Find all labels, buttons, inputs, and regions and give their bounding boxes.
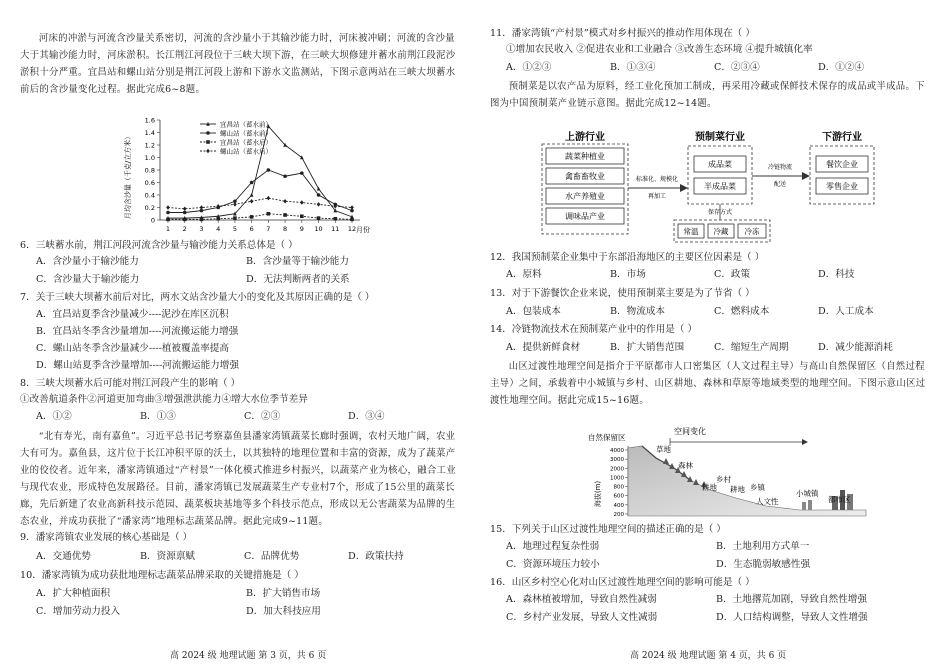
q13-option-b[interactable]: B．物流成本 — [610, 306, 666, 317]
q12-options — [506, 267, 946, 283]
data-point-s2 — [250, 181, 254, 185]
data-point-s2 — [183, 211, 187, 215]
question-10: 10．潘家湾镇为成功获批地理标志蔬菜品牌采取的关键措施是（ ） — [20, 570, 304, 581]
logistics-label-2: 配送 — [773, 181, 787, 188]
label-farmland-2: 耕地 — [730, 485, 745, 494]
terrain-tick-label: 2000 — [610, 466, 624, 473]
down-title: 下游行业 — [822, 132, 862, 143]
series-line-3 — [168, 214, 352, 220]
x-tick-label: 6 — [249, 225, 254, 233]
data-point-s4 — [183, 207, 187, 211]
q8-option-d[interactable]: D．③④ — [348, 411, 385, 422]
data-point-s3 — [233, 216, 237, 220]
q13-options — [506, 304, 946, 320]
q10-option-d[interactable]: D．加大科技应用 — [246, 606, 321, 617]
data-point-s4 — [317, 202, 321, 206]
q8-option-c[interactable]: C．②③ — [244, 411, 281, 422]
data-point-s4 — [250, 199, 254, 203]
q14-option-c[interactable]: C．缩短生产周期 — [714, 342, 789, 353]
down-frame — [810, 146, 874, 204]
q6-options-2 — [36, 272, 476, 288]
arrow-head-2 — [802, 172, 810, 180]
q15-option-a[interactable]: A．地理过程复杂性弱 — [506, 541, 600, 552]
terrain-tick-label: 400 — [613, 502, 624, 509]
storage-label: 保存方式 — [707, 209, 733, 216]
data-point-s4 — [267, 196, 271, 200]
data-point-s4 — [350, 205, 354, 209]
terrain-tick-label: 1000 — [610, 475, 624, 482]
data-point-s2 — [283, 174, 287, 178]
data-point-s3 — [250, 215, 254, 219]
q15-option-d[interactable]: D．生态脆弱敏感性强 — [716, 559, 811, 570]
upstream-item-2: 禽畜畜牧业 — [565, 172, 605, 181]
x-tick-label: 1 — [165, 225, 171, 233]
question-6: 6．三峡蓄水前，荆江河段河流含沙量与输沙能力关系总体是（ ） — [20, 240, 298, 251]
q12-option-b[interactable]: B．市场 — [610, 269, 646, 280]
label-nature-reserve: 自然保留区 — [588, 433, 626, 442]
q16-option-d[interactable]: D．人口结构调整，导致人文性增强 — [716, 612, 868, 623]
q14-option-a[interactable]: A．提供新鲜食材 — [506, 342, 581, 353]
chart-xlabel: 月份 — [356, 226, 370, 234]
q11-option-a[interactable]: A．①②③ — [506, 62, 552, 73]
q10-option-c[interactable]: C．增加劳动力投入 — [36, 606, 121, 617]
label-humanity: 人文性 — [756, 497, 779, 506]
y-tick-label: 0.2 — [144, 204, 155, 212]
q16-option-a[interactable]: A．森林植被增加，导致自然性减弱 — [506, 594, 657, 605]
mid-item-1: 成品菜 — [708, 160, 732, 169]
terrain-title: 空间变化 — [674, 427, 706, 436]
x-tick-label: 11 — [331, 225, 340, 233]
question-7: 7．关于三峡大坝蓄水前后对比，两水文站含沙量大小的变化及其原因正确的是（ ） — [20, 292, 375, 303]
q16-option-b[interactable]: B．土地撂荒加剧，导致自然性增强 — [716, 594, 867, 605]
legend-marker-4 — [206, 149, 210, 153]
footer-page-4: 高 2024 级 地理试题 第 4 页，共 6 页 — [630, 651, 787, 661]
storage-item-1: 常温 — [683, 227, 699, 236]
q13-option-a[interactable]: A．包装成本 — [506, 306, 561, 317]
down-item-1: 餐饮企业 — [826, 160, 858, 169]
q8-option-b[interactable]: B．①③ — [140, 411, 176, 422]
question-8: 8．三峡大坝蓄水后可能对荆江河段产生的影响（ ） — [20, 378, 241, 389]
q11-option-c[interactable]: C．②③④ — [714, 62, 760, 73]
data-point-s3 — [200, 218, 204, 222]
question-15: 15．下列关于山区过渡性地理空间的描述正确的是（ ） — [490, 524, 726, 535]
upstream-item-3: 水产养殖业 — [565, 192, 605, 201]
data-point-s3 — [267, 212, 271, 216]
y-tick-label: 1.4 — [144, 129, 155, 137]
x-tick-label: 9 — [299, 225, 304, 233]
q10-options-2 — [36, 604, 476, 620]
upstream-item-1: 蔬菜种植业 — [565, 152, 605, 161]
intro-passage-9-11: “北有寿光，南有嘉鱼”。习近平总书记考察嘉鱼县潘家湾镇蔬菜长廊时强调，农村天地广阔，农业大有可为。嘉鱼县，这片位于长江冲积平原的沃土，以其独特的地理位置和丰富的资源，成为了蔬菜产业的佼佼者。近年来，潘家湾镇通过“产村景”一体化模式推进乡村振兴，以蔬菜产业为核心，融合工业与现代农业，形成特色发展路径。目前，潘家湾镇已发展蔬菜生产专业村7个，形成了15公里的蔬菜长廊，先后新建了农业高新科技示范园、蔬菜板块基地等多个科技示范点，形成以无公害蔬菜为品牌的生态农业，并成功获批了“潘家湾”地理标志蔬菜品牌。据此完成9~11题。 — [20, 431, 456, 527]
upstream-item-4: 调味品产业 — [565, 212, 605, 221]
q15-options — [506, 539, 946, 555]
x-tick-label: 2 — [182, 225, 187, 233]
y-tick-label: 0.6 — [144, 179, 155, 187]
q16-options — [506, 592, 946, 608]
q14-option-d[interactable]: D．减少能源消耗 — [818, 342, 893, 353]
q12-option-c[interactable]: C．政策 — [714, 269, 751, 280]
q11-items: ①增加农民收入 ②促进农业和工业融合 ③改善生态环境 ④提升城镇化率 — [506, 44, 813, 55]
data-point-s2 — [267, 168, 271, 172]
q6-options — [36, 254, 476, 270]
question-9: 9．潘家湾镇农业发展的核心基础是（ ） — [20, 532, 193, 543]
q14-options — [506, 340, 946, 356]
q15-option-c[interactable]: C．资源环境压力较小 — [506, 559, 600, 570]
label-small-town: 小城镇 — [796, 489, 819, 498]
q9-option-d[interactable]: D．政策扶持 — [348, 551, 404, 562]
data-point-s4 — [233, 202, 237, 206]
intro-passage-6-8: 河床的冲淤与河流含沙量关系密切，河流的含沙量小于其输沙能力时，河床被冲刷；河流的含沙量大于其输沙能力时，河床淤积。长江荆江河段位于三峡大坝下游，在三峡大坝修建并蓄水前荆江段泥沙淤积十分严重。宜昌站和螺山站分别是荆江河段上游和下游水文监测站，下图示意两站在三峡大坝蓄水前后的含沙量变化过程。据此完成6~8题。 — [20, 33, 456, 95]
q6-option-d[interactable]: D．无法判断两者的关系 — [246, 274, 350, 285]
label-grassland: 草地 — [656, 445, 671, 454]
question-13: 13．对于下游餐饮企业来说，使用预制菜主要是为了节省（ ） — [490, 288, 755, 299]
q11-option-b[interactable]: B．①③④ — [610, 62, 656, 73]
terrain-tick-label: 200 — [613, 512, 624, 518]
q12-option-a[interactable]: A．原料 — [506, 269, 542, 280]
mid-frame — [688, 146, 752, 204]
legend-label-4: 螺山站（蓄水后） — [220, 147, 272, 156]
page-4 — [490, 0, 930, 672]
data-point-s3 — [183, 218, 187, 222]
q8-items: ①改善航道条件②河道更加弯曲③增强泄洪能力④增大水位季节差异 — [20, 394, 308, 405]
q6-option-c[interactable]: C．含沙量大于输沙能力 — [36, 274, 140, 285]
question-11: 11．潘家湾镇“产村景”模式对乡村振兴的推动作用体现在（ ） — [490, 28, 755, 39]
data-point-s2 — [166, 211, 170, 215]
data-point-s3 — [333, 217, 337, 221]
q15-options-2 — [506, 557, 946, 573]
q10-options — [36, 586, 476, 602]
data-point-s4 — [283, 199, 287, 203]
q10-option-a[interactable]: A．扩大种植面积 — [36, 588, 111, 599]
data-point-s3 — [283, 213, 287, 217]
chart-ylabel: 月均含沙量（千克/立方米） — [124, 132, 132, 220]
upstream-title: 上游行业 — [565, 132, 605, 143]
q12-option-d[interactable]: D．科技 — [818, 269, 855, 280]
data-point-s3 — [317, 216, 321, 220]
q11-options — [506, 60, 946, 76]
page-3 — [20, 0, 460, 672]
legend-marker-3 — [206, 140, 210, 144]
q9-options — [36, 549, 476, 565]
data-point-s4 — [200, 205, 204, 209]
data-point-s4 — [300, 200, 304, 204]
y-tick-label: 1.0 — [144, 154, 155, 162]
terrain-tick-label: 800 — [613, 484, 624, 491]
x-tick-label: 5 — [232, 225, 237, 233]
q9-option-a[interactable]: A．交通优势 — [36, 551, 91, 562]
storage-item-2: 冷藏 — [713, 227, 729, 236]
x-tick-label: 4 — [216, 225, 221, 233]
storage-item-3: 冷冻 — [744, 227, 760, 236]
y-tick-label: 1.2 — [144, 141, 155, 150]
q7-option-d[interactable]: D．螺山站夏季含沙量增加----河流搬运能力增强 — [36, 360, 239, 371]
intro-passage-12-14: 预制菜是以农产品为原料，经工业化预加工制成，再采用冷藏或保鲜技术保存的成品或半成品。下图为中国预制菜产业链示意图。据此完成12~14题。 — [490, 81, 925, 109]
tree-icon — [663, 458, 669, 464]
x-tick-label: 3 — [199, 225, 204, 233]
logistics-label-1: 冷链物流 — [767, 164, 793, 171]
q9-option-c[interactable]: C．品牌优势 — [244, 551, 300, 562]
q15-option-b[interactable]: B．土地利用方式单一 — [716, 541, 810, 552]
legend-marker-2 — [206, 131, 210, 135]
label-metro-area: 都市区 — [828, 495, 851, 504]
q7-option-b[interactable]: B．宜昌站冬季含沙量增加----河流搬运能力增强 — [36, 326, 239, 337]
label-township: 乡镇 — [750, 483, 765, 492]
q13-option-d[interactable]: D．人工成本 — [818, 306, 874, 317]
series-line-2 — [168, 170, 352, 213]
question-12: 12．我国预制菜企业集中于东部沿海地区的主要区位因素是（ ） — [490, 252, 765, 263]
q7-option-c[interactable]: C．螺山站冬季含沙量减少----植被覆盖率提高 — [36, 343, 229, 354]
q8-options — [36, 409, 476, 425]
series-line-4 — [168, 198, 352, 209]
legend-label-1: 宜昌站（蓄水前） — [220, 120, 272, 129]
data-point-s1 — [250, 193, 254, 197]
arrow-head-1 — [680, 184, 688, 192]
q14-option-b[interactable]: B．扩大销售范围 — [610, 342, 685, 353]
terrain-ylabel: 海拔(m) — [594, 480, 602, 508]
prefab-chain-diagram — [540, 128, 880, 246]
data-point-s2 — [317, 193, 321, 197]
x-tick-label: 12 — [347, 225, 357, 233]
q8-option-a[interactable]: A．①② — [36, 411, 72, 422]
q16-option-c[interactable]: C．乡村产业发展，导致人文性减弱 — [506, 612, 658, 623]
sediment-chart — [120, 112, 380, 240]
data-point-s3 — [350, 218, 354, 222]
q10-option-b[interactable]: B．扩大销售市场 — [246, 588, 321, 599]
q6-option-a[interactable]: A．含沙量小于输沙能力 — [36, 256, 139, 267]
process-label-2: 再加工 — [647, 193, 667, 200]
y-tick-label: 0 — [150, 216, 155, 225]
x-tick-label: 7 — [266, 225, 271, 233]
down-item-2: 零售企业 — [826, 182, 858, 191]
intro-passage-15-16: 山区过渡性地理空间是指介于平原都市人口密集区（人文过程主导）与高山自然保留区（自然过程主导）之间，承载着中小城镇与乡村、山区耕地、森林和草原等地域类型的地理空间。下图示意山区过渡性地理空间。据此完成15~16题。 — [490, 361, 926, 406]
mid-title: 预制菜行业 — [695, 132, 745, 143]
q6-option-b[interactable]: B．含沙量等于输沙能力 — [246, 256, 349, 267]
label-village: 乡村 — [716, 475, 731, 484]
y-tick-label: 0.8 — [144, 166, 155, 175]
q13-option-c[interactable]: C．燃料成本 — [714, 306, 770, 317]
town-building-2 — [808, 500, 812, 510]
terrain-diagram — [570, 424, 870, 518]
data-point-s1 — [300, 155, 304, 159]
label-farmland-1: 耕地 — [702, 483, 717, 492]
q11-option-d[interactable]: D．①②④ — [818, 62, 865, 73]
data-point-s4 — [166, 205, 170, 209]
title-arrow-head — [802, 439, 808, 445]
question-14: 14．冷链物流技术在预制菜产业中的作用是（ ） — [490, 324, 698, 335]
data-point-s3 — [300, 214, 304, 218]
terrain-tick-label: 3000 — [610, 457, 624, 464]
q16-options-2 — [506, 610, 946, 626]
y-tick-label: 1.6 — [144, 116, 155, 125]
data-point-s3 — [216, 217, 220, 221]
process-label-1: 标准化、规模化 — [635, 176, 679, 183]
terrain-profile — [628, 446, 866, 516]
x-tick-label: 10 — [314, 225, 323, 233]
legend-label-2: 螺山站（蓄水前） — [220, 129, 272, 138]
label-forest: 森林 — [678, 461, 693, 470]
y-tick-label: 0.4 — [144, 191, 155, 200]
legend-label-3: 宜昌站（蓄水后） — [220, 138, 272, 147]
data-point-s3 — [166, 218, 170, 222]
mid-item-2: 半成品菜 — [704, 182, 736, 191]
terrain-tick-label: 4000 — [610, 448, 624, 454]
x-tick-label: 8 — [283, 225, 288, 233]
footer-page-3: 高 2024 级 地理试题 第 3 页，共 6 页 — [170, 651, 327, 661]
terrain-tick-label: 600 — [613, 493, 624, 500]
data-point-s2 — [300, 171, 304, 175]
q9-option-b[interactable]: B．资源禀赋 — [140, 551, 196, 562]
q7-option-a[interactable]: A．宜昌站夏季含沙量减少----泥沙在库区沉积 — [36, 309, 229, 320]
town-building-1 — [802, 502, 806, 510]
question-16: 16．山区乡村空心化对山区过渡性地理空间的影响可能是（ ） — [490, 577, 755, 588]
